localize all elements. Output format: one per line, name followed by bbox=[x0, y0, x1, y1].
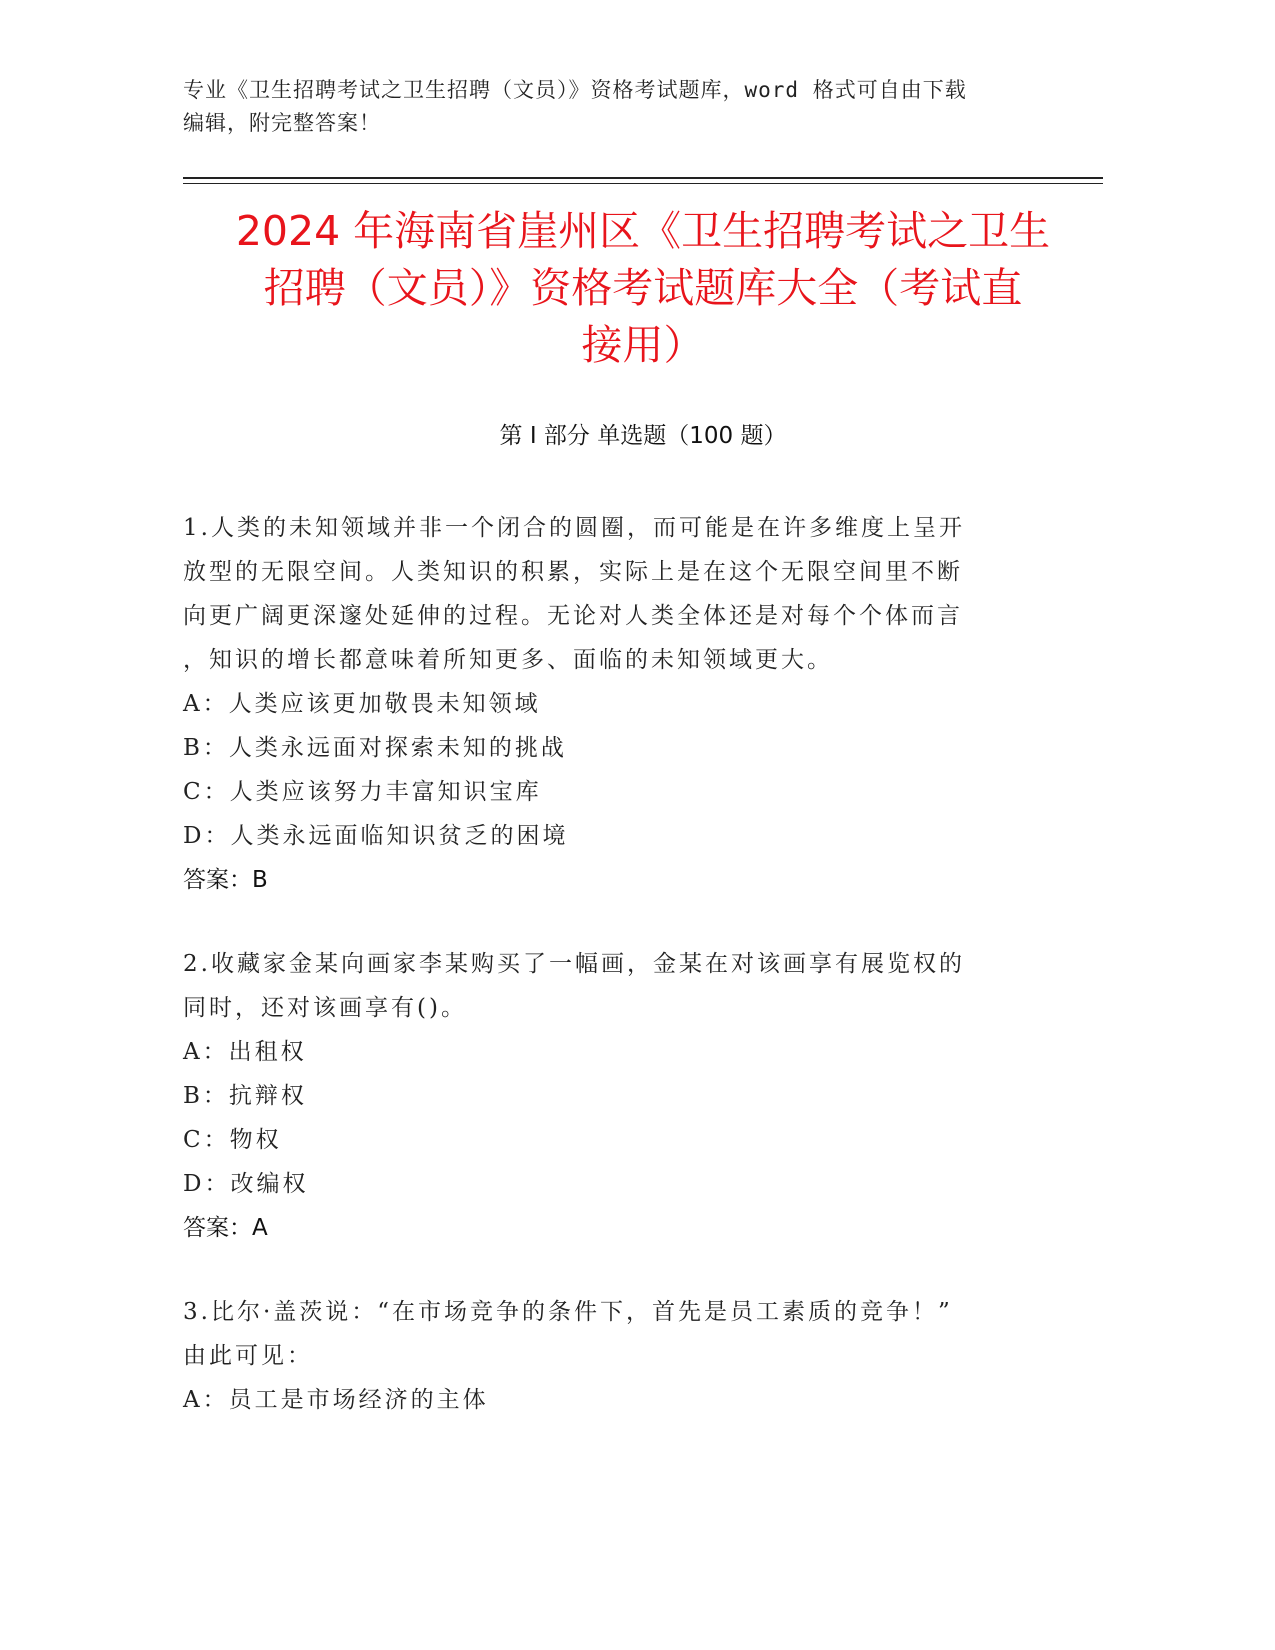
question-3 bbox=[183, 1290, 1023, 1422]
question-text-line: 2.收藏家金某向画家李某购买了一幅画，金某在对该画享有展览权的 bbox=[183, 951, 965, 977]
question-text-line: 3.比尔·盖茨说：“在市场竞争的条件下，首先是员工素质的竞争！” bbox=[183, 1299, 953, 1325]
header-divider-thin bbox=[183, 183, 1103, 184]
question-text-line: ，知识的增长都意味着所知更多、面临的未知领域更大。 bbox=[183, 647, 833, 673]
question-text-line: 1.人类的未知领域并非一个闭合的圆圈，而可能是在许多维度上呈开 bbox=[183, 515, 965, 541]
option-b: B：抗辩权 bbox=[183, 1083, 307, 1109]
question-1 bbox=[183, 506, 1023, 902]
document-header bbox=[183, 74, 1083, 140]
option-a: A：出租权 bbox=[183, 1039, 307, 1065]
document-title bbox=[183, 203, 1103, 374]
header-line-1: 专业《卫生招聘考试之卫生招聘（文员）》资格考试题库，word 格式可自由下载 bbox=[183, 78, 967, 102]
section-title: 第 I 部分 单选题（100 题） bbox=[499, 423, 787, 449]
option-c: C：人类应该努力丰富知识宝库 bbox=[183, 779, 542, 805]
option-a: A：员工是市场经济的主体 bbox=[183, 1387, 489, 1413]
question-2 bbox=[183, 942, 1023, 1250]
option-d: D：改编权 bbox=[183, 1171, 309, 1197]
question-text-line: 由此可见： bbox=[183, 1343, 313, 1369]
option-c: C：物权 bbox=[183, 1127, 282, 1153]
option-a: A：人类应该更加敬畏未知领域 bbox=[183, 691, 541, 717]
question-list bbox=[183, 506, 1023, 1462]
answer-line: 答案：A bbox=[183, 1215, 268, 1241]
header-line-2: 编辑，附完整答案！ bbox=[183, 111, 381, 135]
question-text-line: 放型的无限空间。人类知识的积累，实际上是在这个无限空间里不断 bbox=[183, 559, 963, 585]
title-line-3: 接用） bbox=[581, 321, 705, 369]
title-line-1: 2024 年海南省崖州区《卫生招聘考试之卫生 bbox=[235, 207, 1051, 255]
option-d: D：人类永远面临知识贫乏的困境 bbox=[183, 823, 569, 849]
question-text-line: 向更广阔更深邃处延伸的过程。无论对人类全体还是对每个个体而言 bbox=[183, 603, 963, 629]
header-divider-thick bbox=[183, 177, 1103, 179]
answer-line: 答案：B bbox=[183, 867, 268, 893]
title-line-2: 招聘（文员）》资格考试题库大全（考试直 bbox=[263, 264, 1023, 312]
question-text-line: 同时，还对该画享有()。 bbox=[183, 995, 467, 1021]
option-b: B：人类永远面对探索未知的挑战 bbox=[183, 735, 567, 761]
